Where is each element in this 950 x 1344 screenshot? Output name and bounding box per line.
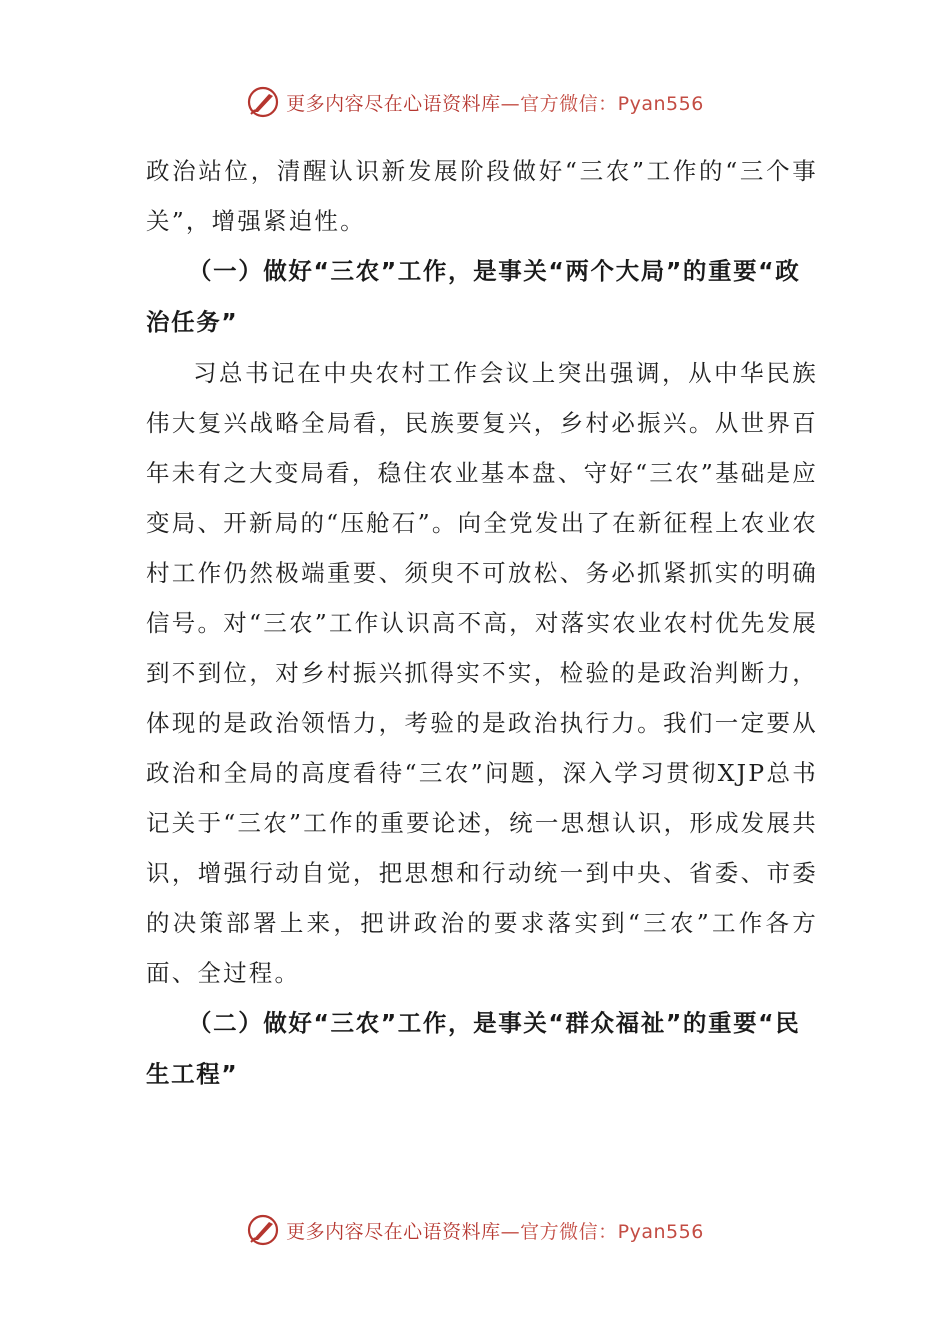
watermark-text-tail: —官方微信：Pyan556 bbox=[500, 92, 704, 115]
quill-pen-logo-icon bbox=[246, 85, 280, 119]
footer-watermark bbox=[0, 1210, 950, 1250]
body-paragraph-1: 习总书记在中央农村工作会议上突出强调，从中华民族伟大复兴战略全局看，民族要复兴，乡村必振兴。从世界百年未有之大变局看，稳住农业基本盘、守好“三农”基础是应变局、开新局的“压舱石”。向全党发出了在新征程上农业农村工作仍然极端重要、须臾不可放松、务必抓紧抓实的明确信号。对“三农”工作认识高不高，对落实农业农村优先发展到不到位，对乡村振兴抓得实不实，检验的是政治判断力，体现的是政治领悟力，考验的是政治执行力。我们一定要从政治和全局的高度看待“三农”问题，深入学习贯彻XJP总书记关于“三农”工作的重要论述，统一思想认识，形成发展共识，增强行动自觉，把思想和行动统一到中央、省委、市委的决策部署上来，把讲政治的要求落实到“三农”工作各方面、全过程。 bbox=[146, 359, 818, 987]
document-body bbox=[146, 146, 818, 1100]
intro-paragraph: 政治站位，清醒认识新发展阶段做好“三农”工作的“三个事关”，增强紧迫性。 bbox=[146, 157, 818, 235]
section-heading-1: （一）做好“三农”工作，是事关“两个大局”的重要“政治任务” bbox=[146, 257, 801, 336]
quill-pen-logo-icon bbox=[246, 1213, 280, 1247]
watermark-text-main: 更多内容尽在心语资料库 bbox=[286, 92, 501, 115]
watermark-text-main: 更多内容尽在心语资料库 bbox=[286, 1220, 501, 1243]
header-watermark bbox=[0, 82, 950, 122]
section-heading-2: （二）做好“三农”工作，是事关“群众福祉”的重要“民生工程” bbox=[146, 1009, 801, 1088]
watermark-text-tail: —官方微信：Pyan556 bbox=[500, 1220, 704, 1243]
